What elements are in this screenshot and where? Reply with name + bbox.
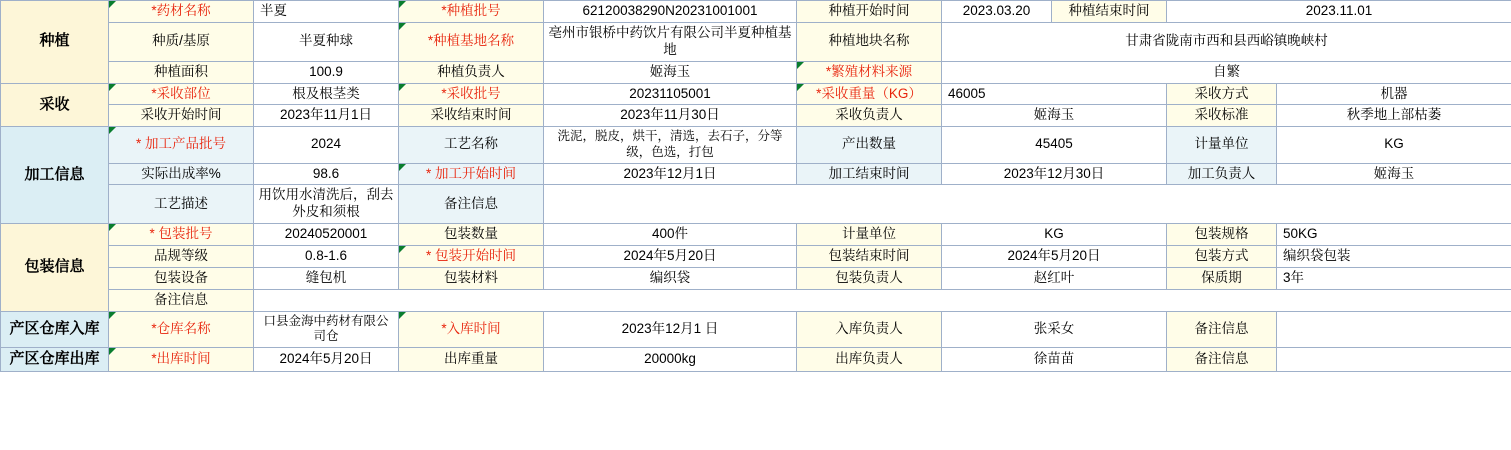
label-warehouse-name: *仓库名称 — [109, 311, 254, 347]
value-in-manager[interactable]: 张采女 — [942, 311, 1167, 347]
value-packaging-method[interactable]: 编织袋包装 — [1277, 246, 1511, 268]
label-out-remark: 备注信息 — [1167, 347, 1277, 371]
label-out-manager: 出库负责人 — [797, 347, 942, 371]
value-processing-unit[interactable]: KG — [1277, 127, 1511, 163]
value-out-remark[interactable] — [1277, 347, 1511, 371]
label-processing-batch: * 加工产品批号 — [109, 127, 254, 163]
label-packaging-manager: 包装负责人 — [797, 267, 942, 289]
value-packaging-equipment[interactable]: 缝包机 — [254, 267, 399, 289]
label-packaging-end: 包装结束时间 — [797, 246, 942, 268]
value-planting-end[interactable]: 2023.11.01 — [1167, 1, 1511, 23]
section-label-processing: 加工信息 — [1, 127, 109, 224]
label-packaging-spec: 包装规格 — [1167, 224, 1277, 246]
value-in-remark[interactable] — [1277, 311, 1511, 347]
label-output-quantity: 产出数量 — [797, 127, 942, 163]
label-packaging-batch: * 包装批号 — [109, 224, 254, 246]
label-craft-name: 工艺名称 — [399, 127, 544, 163]
value-in-time[interactable]: 2023年12月1 日 — [544, 311, 797, 347]
label-processing-remark: 备注信息 — [399, 185, 544, 224]
label-craft-description: 工艺描述 — [109, 185, 254, 224]
value-packaging-batch[interactable]: 20240520001 — [254, 224, 399, 246]
value-packaging-unit[interactable]: KG — [942, 224, 1167, 246]
value-craft-description[interactable]: 用饮用水清洗后，刮去外皮和须根 — [254, 185, 399, 224]
value-output-quantity[interactable]: 45405 — [942, 127, 1167, 163]
label-in-remark: 备注信息 — [1167, 311, 1277, 347]
table-row — [1, 347, 1511, 371]
label-in-manager: 入库负责人 — [797, 311, 942, 347]
table-row — [1, 83, 1511, 105]
label-processing-unit: 计量单位 — [1167, 127, 1277, 163]
label-grade: 品规等级 — [109, 246, 254, 268]
label-harvest-standard: 采收标准 — [1167, 105, 1277, 127]
table-row — [1, 105, 1511, 127]
value-harvest-start[interactable]: 2023年11月1日 — [254, 105, 399, 127]
label-harvest-part: *采收部位 — [109, 83, 254, 105]
value-base-name[interactable]: 亳州市银桥中药饮片有限公司半夏种植基地 — [544, 22, 797, 61]
section-label-planting: 种植 — [1, 1, 109, 84]
table-row — [1, 22, 1511, 61]
value-harvest-manager[interactable]: 姬海玉 — [942, 105, 1167, 127]
value-medicine-name[interactable]: 半夏 — [254, 1, 399, 23]
label-packaging-quantity: 包装数量 — [399, 224, 544, 246]
label-planting-manager: 种植负责人 — [399, 61, 544, 83]
label-planting-end: 种植结束时间 — [1052, 1, 1167, 23]
value-harvest-weight[interactable]: 46005 — [942, 83, 1167, 105]
value-harvest-part[interactable]: 根及根茎类 — [254, 83, 399, 105]
label-processing-start: * 加工开始时间 — [399, 163, 544, 185]
table-row — [1, 246, 1511, 268]
label-packaging-remark: 备注信息 — [109, 289, 254, 311]
label-packaging-method: 包装方式 — [1167, 246, 1277, 268]
value-packaging-spec[interactable]: 50KG — [1277, 224, 1511, 246]
table-row — [1, 163, 1511, 185]
section-label-harvest: 采收 — [1, 83, 109, 127]
label-plot-name: 种植地块名称 — [797, 22, 942, 61]
value-processing-start[interactable]: 2023年12月1日 — [544, 163, 797, 185]
label-planting-batch: *种植批号 — [399, 1, 544, 23]
value-processing-manager[interactable]: 姬海玉 — [1277, 163, 1511, 185]
value-propagation-source[interactable]: 自繁 — [942, 61, 1511, 83]
value-processing-batch[interactable]: 2024 — [254, 127, 399, 163]
label-yield-rate: 实际出成率% — [109, 163, 254, 185]
value-packaging-quantity[interactable]: 400件 — [544, 224, 797, 246]
section-label-warehouse-out: 产区仓库出库 — [1, 347, 109, 371]
value-out-weight[interactable]: 20000kg — [544, 347, 797, 371]
value-grade[interactable]: 0.8-1.6 — [254, 246, 399, 268]
label-harvest-start: 采收开始时间 — [109, 105, 254, 127]
label-planting-start: 种植开始时间 — [797, 1, 942, 23]
value-harvest-standard[interactable]: 秋季地上部枯萎 — [1277, 105, 1511, 127]
section-label-warehouse-in: 产区仓库入库 — [1, 311, 109, 347]
label-propagation-source: *繁殖材料来源 — [797, 61, 942, 83]
table-row — [1, 289, 1511, 311]
label-out-weight: 出库重量 — [399, 347, 544, 371]
value-planting-start[interactable]: 2023.03.20 — [942, 1, 1052, 23]
value-processing-remark[interactable] — [544, 185, 1511, 224]
value-yield-rate[interactable]: 98.6 — [254, 163, 399, 185]
label-packaging-start: * 包装开始时间 — [399, 246, 544, 268]
value-processing-end[interactable]: 2023年12月30日 — [942, 163, 1167, 185]
value-warehouse-name[interactable]: 口县金海中药材有限公司仓 — [254, 311, 399, 347]
value-plot-name[interactable]: 甘肃省陇南市西和县西峪镇晚峡村 — [942, 22, 1511, 61]
value-out-manager[interactable]: 徐苗苗 — [942, 347, 1167, 371]
label-harvest-weight: *采收重量（KG） — [797, 83, 942, 105]
label-medicine-name: *药材名称 — [109, 1, 254, 23]
value-planting-manager[interactable]: 姬海玉 — [544, 61, 797, 83]
label-processing-manager: 加工负责人 — [1167, 163, 1277, 185]
table-row — [1, 267, 1511, 289]
value-packaging-material[interactable]: 编织袋 — [544, 267, 797, 289]
label-germplasm: 种质/基原 — [109, 22, 254, 61]
value-harvest-batch[interactable]: 20231105001 — [544, 83, 797, 105]
label-harvest-batch: *采收批号 — [399, 83, 544, 105]
table-row — [1, 1, 1511, 23]
value-planting-area[interactable]: 100.9 — [254, 61, 399, 83]
label-packaging-equipment: 包装设备 — [109, 267, 254, 289]
table-row — [1, 185, 1511, 224]
table-row — [1, 61, 1511, 83]
value-shelf-life[interactable]: 3年 — [1277, 267, 1511, 289]
value-germplasm[interactable]: 半夏种球 — [254, 22, 399, 61]
label-harvest-manager: 采收负责人 — [797, 105, 942, 127]
section-label-packaging: 包装信息 — [1, 224, 109, 312]
value-packaging-manager[interactable]: 赵红叶 — [942, 267, 1167, 289]
table-row — [1, 224, 1511, 246]
label-shelf-life: 保质期 — [1167, 267, 1277, 289]
value-packaging-remark[interactable] — [254, 289, 1511, 311]
label-planting-area: 种植面积 — [109, 61, 254, 83]
table-row — [1, 311, 1511, 347]
label-processing-end: 加工结束时间 — [797, 163, 942, 185]
value-harvest-method[interactable]: 机器 — [1277, 83, 1511, 105]
label-packaging-unit: 计量单位 — [797, 224, 942, 246]
value-packaging-end[interactable]: 2024年5月20日 — [942, 246, 1167, 268]
label-harvest-end: 采收结束时间 — [399, 105, 544, 127]
value-craft-name[interactable]: 洗泥，脱皮，烘干，清选，去石子，分等级，色选，打包 — [544, 127, 797, 163]
label-packaging-material: 包装材料 — [399, 267, 544, 289]
value-out-time[interactable]: 2024年5月20日 — [254, 347, 399, 371]
label-in-time: *入库时间 — [399, 311, 544, 347]
value-packaging-start[interactable]: 2024年5月20日 — [544, 246, 797, 268]
label-base-name: *种植基地名称 — [399, 22, 544, 61]
table-row — [1, 127, 1511, 163]
label-harvest-method: 采收方式 — [1167, 83, 1277, 105]
value-harvest-end[interactable]: 2023年11月30日 — [544, 105, 797, 127]
value-planting-batch[interactable]: 62120038290N20231001001 — [544, 1, 797, 23]
label-out-time: *出库时间 — [109, 347, 254, 371]
